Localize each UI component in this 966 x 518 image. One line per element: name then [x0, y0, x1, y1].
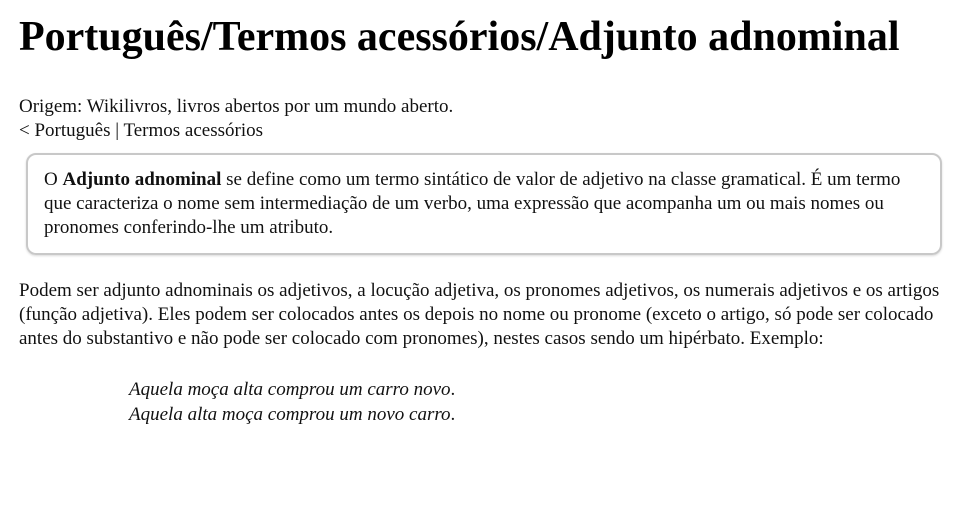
article-meta [19, 95, 949, 143]
body-paragraph: Podem ser adjunto adnominais os adjetivos, a locução adjetiva, os pronomes adjetivos, os numerais adjetivos e os artigos (função adjetiva). Eles podem ser colocados antes os depois no nome ou pronome (exceto o artigo, só pode ser colocado antes do substantivo e não pode ser colocado com pronomes), nestes casos sendo um hipérbato. Exemplo: [19, 280, 940, 349]
breadcrumb [19, 119, 949, 143]
example-1-end: . [450, 379, 456, 400]
example-1-text: Aquela moça alta comprou um carro novo [129, 379, 451, 400]
example-2-end: . [450, 404, 456, 425]
example-2 [129, 402, 949, 427]
definition-lead: O [44, 169, 63, 190]
breadcrumb-parent-link[interactable]: Português [34, 120, 111, 141]
origin-line: Origem: Wikilivros, livros abertos por um mundo aberto. [19, 96, 454, 117]
article [19, 0, 949, 427]
page-title: Português/Termos acessórios/Adjunto adnominal [19, 14, 900, 60]
breadcrumb-prefix: < [19, 120, 35, 141]
breadcrumb-separator: | [110, 120, 124, 141]
examples-block [129, 377, 949, 427]
definition-box [26, 153, 942, 255]
definition-term: Adjunto adnominal [62, 169, 222, 190]
example-2-text: Aquela alta moça comprou um novo carro [129, 404, 451, 425]
definition-text: se define como um termo sintático de valor de adjetivo na classe gramatical. É um termo que caracteriza o nome sem intermediação de um verbo, uma expressão que acompanha um ou mais nomes ou pronomes conferindo-lhe um atributo. [44, 169, 901, 238]
breadcrumb-current-link[interactable]: Termos acessórios [123, 120, 263, 141]
example-1 [129, 377, 949, 402]
